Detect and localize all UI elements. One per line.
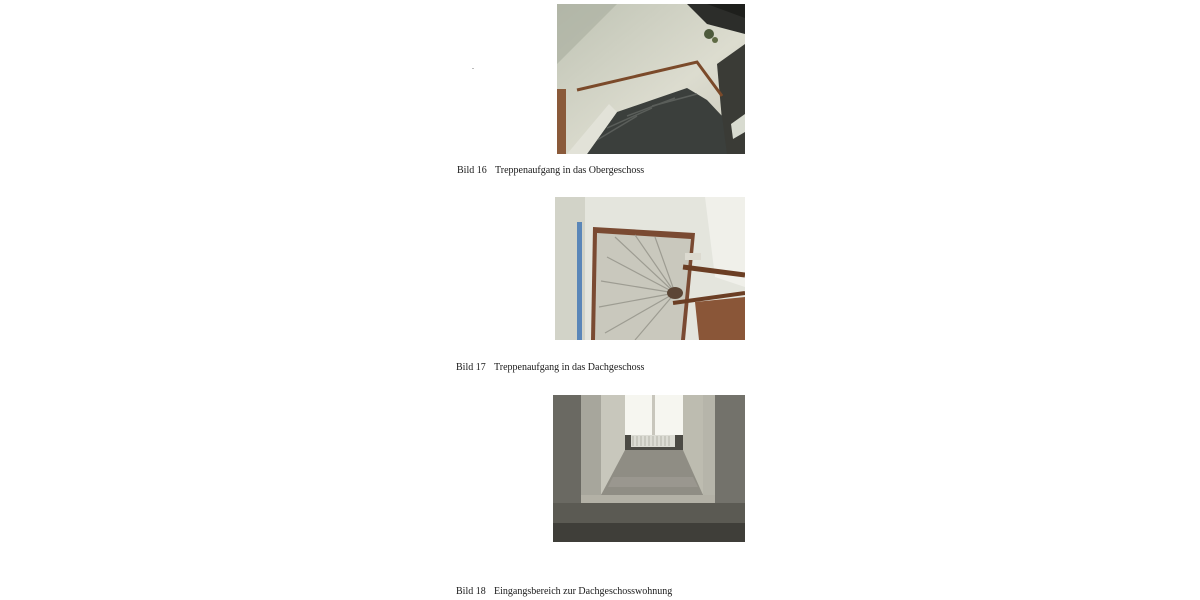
figure-number: Bild 16 (457, 165, 487, 176)
photo-bild-16 (557, 4, 745, 154)
figure-caption-text: Treppenaufgang in das Dachgeschoss (494, 362, 645, 373)
photo-bild-17 (555, 197, 745, 340)
figure-caption-text: Eingangsbereich zur Dachgeschosswohnung (494, 586, 673, 597)
photo-bild-18 (553, 395, 745, 542)
figure-number: Bild 18 (456, 586, 486, 597)
figure-caption-text: Treppenaufgang in das Obergeschoss (495, 165, 645, 176)
staircase-upper-floor-photo (557, 4, 745, 154)
caption-bild-16 (457, 165, 644, 176)
scan-speck (472, 68, 474, 69)
spiral-staircase-photo (555, 197, 745, 340)
caption-bild-18 (456, 586, 672, 597)
attic-apartment-entrance-photo (553, 395, 745, 542)
caption-bild-17 (456, 362, 644, 373)
figure-number: Bild 17 (456, 362, 486, 373)
